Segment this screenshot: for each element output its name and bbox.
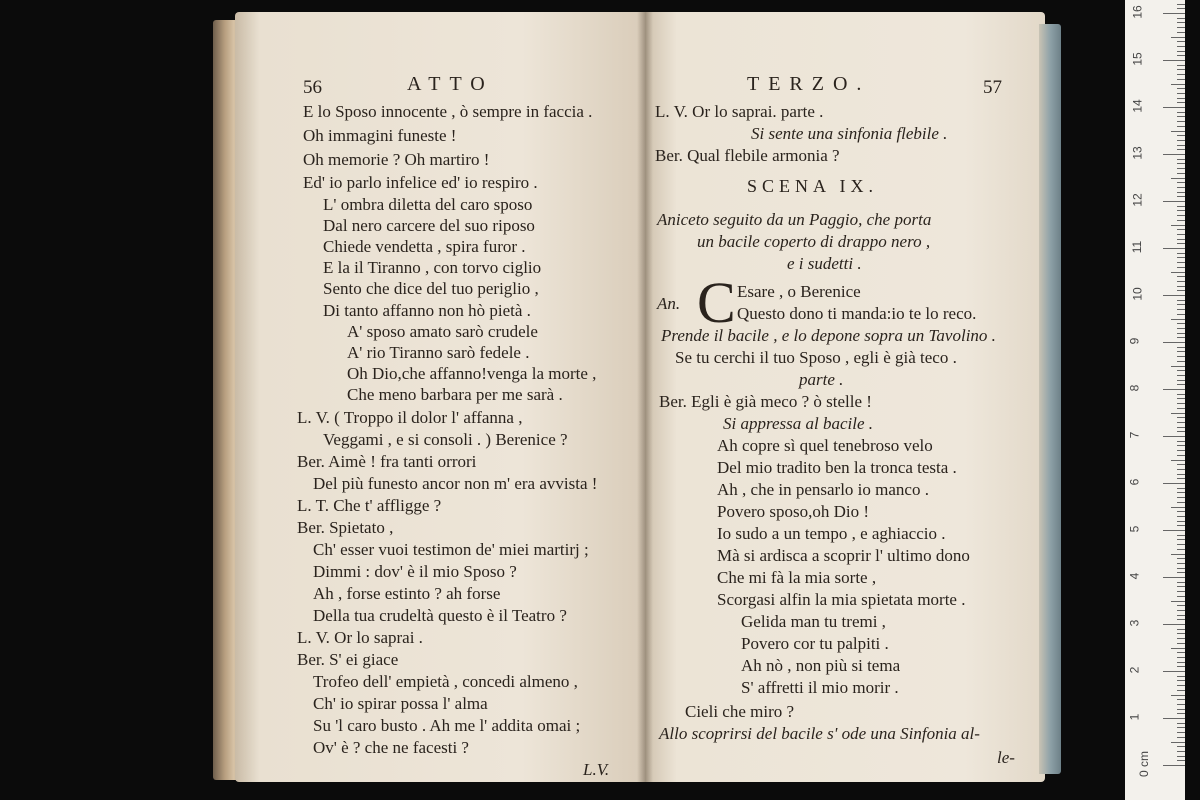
ruler-tick bbox=[1177, 582, 1185, 583]
left-page bbox=[235, 12, 645, 782]
ruler-label: 3 bbox=[1127, 619, 1142, 627]
stage-direction: Si appressa al bacile . bbox=[723, 414, 873, 433]
text-line: Ber. S' ei giace bbox=[297, 650, 399, 669]
ruler-tick bbox=[1177, 732, 1185, 733]
text-line: L. V. Or lo saprai. parte . bbox=[655, 102, 824, 121]
ruler-tick bbox=[1177, 756, 1185, 757]
ruler-label: 16 bbox=[1130, 5, 1145, 19]
ruler-tick bbox=[1177, 403, 1185, 404]
stage-direction: Prende il bacile , e lo depone sopra un Tavolino . bbox=[661, 326, 996, 345]
ruler-tick bbox=[1171, 648, 1185, 649]
ruler-tick bbox=[1177, 652, 1185, 653]
ruler-tick bbox=[1177, 187, 1185, 188]
ruler-tick bbox=[1177, 666, 1185, 667]
text-line: Dal nero carcere del suo riposo bbox=[323, 216, 535, 235]
stage-direction: Allo scoprirsi del bacile s' ode una Sinfonia al- bbox=[659, 724, 980, 743]
ruler-tick bbox=[1177, 680, 1185, 681]
ruler-label: 0 cm bbox=[1137, 750, 1152, 778]
ruler-tick bbox=[1177, 149, 1185, 150]
ruler-tick bbox=[1177, 253, 1185, 254]
ruler-tick bbox=[1177, 676, 1185, 677]
ruler-tick bbox=[1177, 309, 1185, 310]
ruler-tick bbox=[1163, 389, 1185, 390]
ruler-tick bbox=[1177, 690, 1185, 691]
ruler-tick bbox=[1177, 502, 1185, 503]
ruler-tick bbox=[1177, 521, 1185, 522]
text-line: Scorgasi alfin la mia spietata morte . bbox=[717, 590, 966, 609]
ruler-tick bbox=[1171, 460, 1185, 461]
ruler-tick bbox=[1177, 173, 1185, 174]
ruler-tick bbox=[1177, 605, 1185, 606]
text-line: Ch' io spirar possa l' alma bbox=[313, 694, 488, 713]
ruler-tick bbox=[1171, 178, 1185, 179]
right-page bbox=[645, 12, 1045, 782]
ruler-tick bbox=[1177, 51, 1185, 52]
page-number-right: 57 bbox=[983, 77, 1002, 98]
ruler-tick bbox=[1177, 704, 1185, 705]
text-line: L' ombra diletta del caro sposo bbox=[323, 195, 533, 214]
ruler-tick bbox=[1177, 370, 1185, 371]
ruler-tick bbox=[1177, 727, 1185, 728]
ruler-tick bbox=[1177, 347, 1185, 348]
book-edge-right bbox=[1039, 24, 1061, 774]
text-line: L. T. Che t' affligge ? bbox=[297, 496, 442, 515]
ruler-tick bbox=[1177, 549, 1185, 550]
text-line: Dimmi : dov' è il mio Sposo ? bbox=[313, 562, 517, 581]
ruler-tick bbox=[1177, 281, 1185, 282]
ruler-tick bbox=[1177, 69, 1185, 70]
text-line: Ch' esser vuoi testimon de' miei martirj ; bbox=[313, 540, 589, 559]
ruler-tick bbox=[1163, 342, 1185, 343]
ruler-tick bbox=[1171, 37, 1185, 38]
ruler-tick bbox=[1177, 46, 1185, 47]
stage-direction: un bacile coperto di drappo nero , bbox=[697, 232, 931, 251]
ruler-tick bbox=[1177, 121, 1185, 122]
ruler-tick bbox=[1177, 699, 1185, 700]
text-line: Mà si ardisca a scoprir l' ultimo dono bbox=[717, 546, 970, 565]
ruler-tick bbox=[1171, 695, 1185, 696]
ruler-tick bbox=[1171, 507, 1185, 508]
text-line: L. V. ( Troppo il dolor l' affanna , bbox=[297, 408, 523, 427]
ruler-tick bbox=[1177, 469, 1185, 470]
ruler-tick bbox=[1163, 718, 1185, 719]
ruler-tick bbox=[1177, 441, 1185, 442]
ruler-tick bbox=[1171, 413, 1185, 414]
ruler-tick bbox=[1177, 220, 1185, 221]
ruler-tick bbox=[1177, 417, 1185, 418]
ruler-tick bbox=[1177, 478, 1185, 479]
ruler-tick bbox=[1177, 88, 1185, 89]
ruler-tick bbox=[1163, 577, 1185, 578]
ruler-tick bbox=[1177, 182, 1185, 183]
text-line: Ber. Aimè ! fra tanti orrori bbox=[297, 452, 477, 471]
running-header-left: ATTO bbox=[407, 73, 494, 95]
ruler-tick bbox=[1177, 516, 1185, 517]
ruler-tick bbox=[1177, 375, 1185, 376]
ruler-label: 10 bbox=[1130, 287, 1145, 301]
ruler-tick bbox=[1177, 544, 1185, 545]
text-line: Del più funesto ancor non m' era avvista ! bbox=[313, 474, 598, 493]
ruler-tick bbox=[1177, 168, 1185, 169]
ruler-tick bbox=[1177, 361, 1185, 362]
stage-direction: Aniceto seguito da un Paggio, che porta bbox=[657, 210, 932, 229]
text-line: Oh memorie ? Oh martiro ! bbox=[303, 150, 490, 169]
ruler-tick bbox=[1163, 60, 1185, 61]
ruler-tick bbox=[1177, 79, 1185, 80]
ruler-label: 13 bbox=[1130, 146, 1145, 160]
ruler-tick bbox=[1177, 304, 1185, 305]
text-line: Della tua crudeltà questo è il Teatro ? bbox=[313, 606, 567, 625]
ruler-tick bbox=[1177, 300, 1185, 301]
ruler-tick bbox=[1163, 107, 1185, 108]
text-line: Oh immagini funeste ! bbox=[303, 126, 457, 145]
ruler-tick bbox=[1177, 455, 1185, 456]
text-line: Che meno barbara per me sarà . bbox=[347, 385, 563, 404]
ruler-label: 2 bbox=[1127, 666, 1142, 674]
ruler-tick bbox=[1177, 337, 1185, 338]
text-line: Ber. Spietato , bbox=[297, 518, 394, 537]
text-line: Su 'l caro busto . Ah me l' addita omai ; bbox=[313, 716, 581, 735]
ruler-tick bbox=[1177, 159, 1185, 160]
text-line: Di tanto affanno non hò pietà . bbox=[323, 301, 531, 320]
drop-cap: C bbox=[697, 270, 736, 335]
ruler-tick bbox=[1177, 450, 1185, 451]
ruler-tick bbox=[1177, 662, 1185, 663]
ruler-tick bbox=[1177, 262, 1185, 263]
ruler-label: 5 bbox=[1127, 525, 1142, 533]
ruler-tick bbox=[1177, 286, 1185, 287]
page-number-left: 56 bbox=[303, 77, 322, 98]
ruler-label: 7 bbox=[1127, 431, 1142, 439]
ruler-tick bbox=[1177, 290, 1185, 291]
ruler-label: 1 bbox=[1127, 713, 1142, 721]
text-line: Chiede vendetta , spira furor . bbox=[323, 237, 526, 256]
ruler-label: 6 bbox=[1127, 478, 1142, 486]
ruler-tick bbox=[1177, 610, 1185, 611]
ruler-tick bbox=[1177, 267, 1185, 268]
text-line: Povero cor tu palpiti . bbox=[741, 634, 889, 653]
ruler-tick bbox=[1177, 488, 1185, 489]
ruler-tick bbox=[1177, 18, 1185, 19]
ruler-tick bbox=[1171, 131, 1185, 132]
text-line: Ber. Qual flebile armonia ? bbox=[655, 146, 840, 165]
ruler-tick bbox=[1177, 102, 1185, 103]
ruler-tick bbox=[1177, 323, 1185, 324]
ruler-tick bbox=[1177, 539, 1185, 540]
text-line: Ah , forse estinto ? ah forse bbox=[313, 584, 501, 603]
ruler-tick bbox=[1177, 145, 1185, 146]
ruler-tick bbox=[1177, 234, 1185, 235]
ruler-tick bbox=[1177, 492, 1185, 493]
ruler-tick bbox=[1177, 558, 1185, 559]
ruler-tick bbox=[1177, 657, 1185, 658]
ruler-tick bbox=[1177, 591, 1185, 592]
text-line: Ah nò , non più si tema bbox=[741, 656, 901, 675]
ruler-tick bbox=[1177, 746, 1185, 747]
ruler-tick bbox=[1163, 13, 1185, 14]
ruler-tick bbox=[1177, 638, 1185, 639]
ruler-tick bbox=[1177, 408, 1185, 409]
ruler-tick bbox=[1163, 671, 1185, 672]
ruler-tick bbox=[1171, 272, 1185, 273]
text-line: Questo dono ti manda:io te lo reco. bbox=[737, 304, 977, 323]
ruler-tick bbox=[1177, 685, 1185, 686]
text-line: Io sudo a un tempo , e aghiaccio . bbox=[717, 524, 946, 543]
text-line: Ah copre sì quel tenebroso velo bbox=[717, 436, 933, 455]
ruler-tick bbox=[1177, 356, 1185, 357]
text-line: S' affretti il mio morir . bbox=[741, 678, 899, 697]
text-line: Se tu cerchi il tuo Sposo , egli è già teco . bbox=[675, 348, 957, 367]
ruler-tick bbox=[1177, 384, 1185, 385]
catchword: L.V. bbox=[583, 760, 610, 779]
ruler-tick bbox=[1171, 225, 1185, 226]
ruler-tick bbox=[1177, 257, 1185, 258]
ruler-tick bbox=[1177, 535, 1185, 536]
ruler-label: 14 bbox=[1130, 99, 1145, 113]
ruler-tick bbox=[1177, 328, 1185, 329]
ruler-tick bbox=[1171, 366, 1185, 367]
ruler-tick bbox=[1163, 154, 1185, 155]
ruler-tick bbox=[1177, 206, 1185, 207]
text-line: Veggami , e si consoli . ) Berenice ? bbox=[323, 430, 568, 449]
ruler-tick bbox=[1177, 8, 1185, 9]
ruler-tick bbox=[1177, 427, 1185, 428]
ruler-tick bbox=[1163, 201, 1185, 202]
ruler-tick bbox=[1171, 84, 1185, 85]
ruler-label: 9 bbox=[1127, 337, 1142, 345]
ruler-tick bbox=[1177, 629, 1185, 630]
ruler-tick bbox=[1177, 445, 1185, 446]
ruler-tick bbox=[1177, 596, 1185, 597]
ruler-tick bbox=[1177, 65, 1185, 66]
ruler-tick bbox=[1177, 572, 1185, 573]
stage-direction: parte . bbox=[799, 370, 844, 389]
ruler-tick bbox=[1177, 98, 1185, 99]
ruler-tick bbox=[1177, 333, 1185, 334]
text-line: A' sposo amato sarò crudele bbox=[347, 322, 538, 341]
ruler-tick bbox=[1177, 713, 1185, 714]
text-line: Cieli che miro ? bbox=[685, 702, 795, 721]
ruler-label: 4 bbox=[1127, 572, 1142, 580]
ruler-tick bbox=[1163, 295, 1185, 296]
ruler-tick bbox=[1177, 511, 1185, 512]
scene-title: SCENA IX. bbox=[747, 176, 879, 196]
measuring-ruler bbox=[1125, 0, 1185, 800]
ruler-tick bbox=[1177, 215, 1185, 216]
ruler-tick bbox=[1177, 140, 1185, 141]
running-header-right: TERZO. bbox=[747, 73, 871, 95]
ruler-tick bbox=[1177, 563, 1185, 564]
open-book bbox=[213, 12, 1063, 784]
ruler-tick bbox=[1177, 422, 1185, 423]
ruler-label: 11 bbox=[1130, 240, 1145, 254]
ruler-tick bbox=[1177, 751, 1185, 752]
ruler-tick bbox=[1177, 351, 1185, 352]
ruler-tick bbox=[1177, 737, 1185, 738]
text-line: L. V. Or lo saprai . bbox=[297, 628, 423, 647]
ruler-tick bbox=[1171, 601, 1185, 602]
ruler-tick bbox=[1163, 483, 1185, 484]
ruler-tick bbox=[1177, 380, 1185, 381]
text-line: Gelida man tu tremi , bbox=[741, 612, 886, 631]
text-line: A' rio Tiranno sarò fedele . bbox=[347, 343, 530, 362]
ruler-tick bbox=[1177, 615, 1185, 616]
ruler-tick bbox=[1171, 742, 1185, 743]
ruler-tick bbox=[1177, 22, 1185, 23]
ruler-tick bbox=[1177, 525, 1185, 526]
ruler-tick bbox=[1177, 41, 1185, 42]
text-line: Ah , che in pensarlo io manco . bbox=[717, 480, 929, 499]
ruler-tick bbox=[1177, 229, 1185, 230]
text-line: Trofeo dell' empietà , concedi almeno , bbox=[313, 672, 578, 691]
text-line: Ed' io parlo infelice ed' io respiro . bbox=[303, 173, 538, 192]
text-line: Ov' è ? che ne facesti ? bbox=[313, 738, 469, 757]
ruler-tick bbox=[1177, 112, 1185, 113]
ruler-label: 15 bbox=[1130, 52, 1145, 66]
ruler-tick bbox=[1177, 74, 1185, 75]
ruler-tick bbox=[1163, 436, 1185, 437]
ruler-tick bbox=[1177, 55, 1185, 56]
text-line: Povero sposo,oh Dio ! bbox=[717, 502, 870, 521]
ruler-tick bbox=[1177, 619, 1185, 620]
ruler-label: 12 bbox=[1130, 193, 1145, 207]
ruler-tick bbox=[1177, 394, 1185, 395]
text-line: Del mio tradito ben la tronca testa . bbox=[717, 458, 957, 477]
ruler-tick bbox=[1177, 116, 1185, 117]
stage-direction: e i sudetti . bbox=[787, 254, 862, 273]
ruler-tick bbox=[1177, 27, 1185, 28]
ruler-tick bbox=[1177, 192, 1185, 193]
ruler-tick bbox=[1177, 398, 1185, 399]
ruler-tick bbox=[1163, 624, 1185, 625]
ruler-tick bbox=[1163, 248, 1185, 249]
stage-direction: Si sente una sinfonia flebile . bbox=[751, 124, 948, 143]
text-line: Ber. Egli è già meco ? ò stelle ! bbox=[659, 392, 872, 411]
ruler-tick bbox=[1171, 319, 1185, 320]
ruler-tick bbox=[1177, 239, 1185, 240]
ruler-tick bbox=[1163, 530, 1185, 531]
text-line: E lo Sposo innocente , ò sempre in faccia . bbox=[303, 102, 593, 121]
ruler-tick bbox=[1177, 760, 1185, 761]
ruler-tick bbox=[1177, 32, 1185, 33]
ruler-tick bbox=[1177, 243, 1185, 244]
ruler-tick bbox=[1177, 643, 1185, 644]
text-line: Che mi fà la mia sorte , bbox=[717, 568, 877, 587]
ruler-tick bbox=[1177, 431, 1185, 432]
ruler-tick bbox=[1177, 210, 1185, 211]
ruler-tick bbox=[1177, 314, 1185, 315]
text-line: Esare , o Berenice bbox=[737, 282, 861, 301]
ruler-tick bbox=[1177, 135, 1185, 136]
ruler-tick bbox=[1177, 4, 1185, 5]
ruler-label: 8 bbox=[1127, 384, 1142, 392]
speaker-label: An. bbox=[657, 294, 681, 313]
ruler-tick bbox=[1177, 93, 1185, 94]
ruler-tick bbox=[1177, 633, 1185, 634]
text-line: Sento che dice del tuo periglio , bbox=[323, 279, 539, 298]
ruler-tick bbox=[1177, 709, 1185, 710]
book-gutter bbox=[637, 12, 653, 782]
text-line: Oh Dio,che affanno!venga la morte , bbox=[347, 364, 597, 383]
ruler-tick bbox=[1177, 163, 1185, 164]
ruler-tick bbox=[1177, 474, 1185, 475]
ruler-tick bbox=[1177, 126, 1185, 127]
ruler-tick bbox=[1163, 765, 1185, 766]
ruler-tick bbox=[1177, 196, 1185, 197]
ruler-tick bbox=[1177, 568, 1185, 569]
catchword: le- bbox=[997, 748, 1015, 767]
ruler-tick bbox=[1177, 497, 1185, 498]
ruler-tick bbox=[1177, 723, 1185, 724]
ruler-tick bbox=[1177, 464, 1185, 465]
ruler-tick bbox=[1177, 276, 1185, 277]
text-line: E la il Tiranno , con torvo ciglio bbox=[323, 258, 542, 277]
ruler-tick bbox=[1177, 586, 1185, 587]
ruler-tick bbox=[1171, 554, 1185, 555]
